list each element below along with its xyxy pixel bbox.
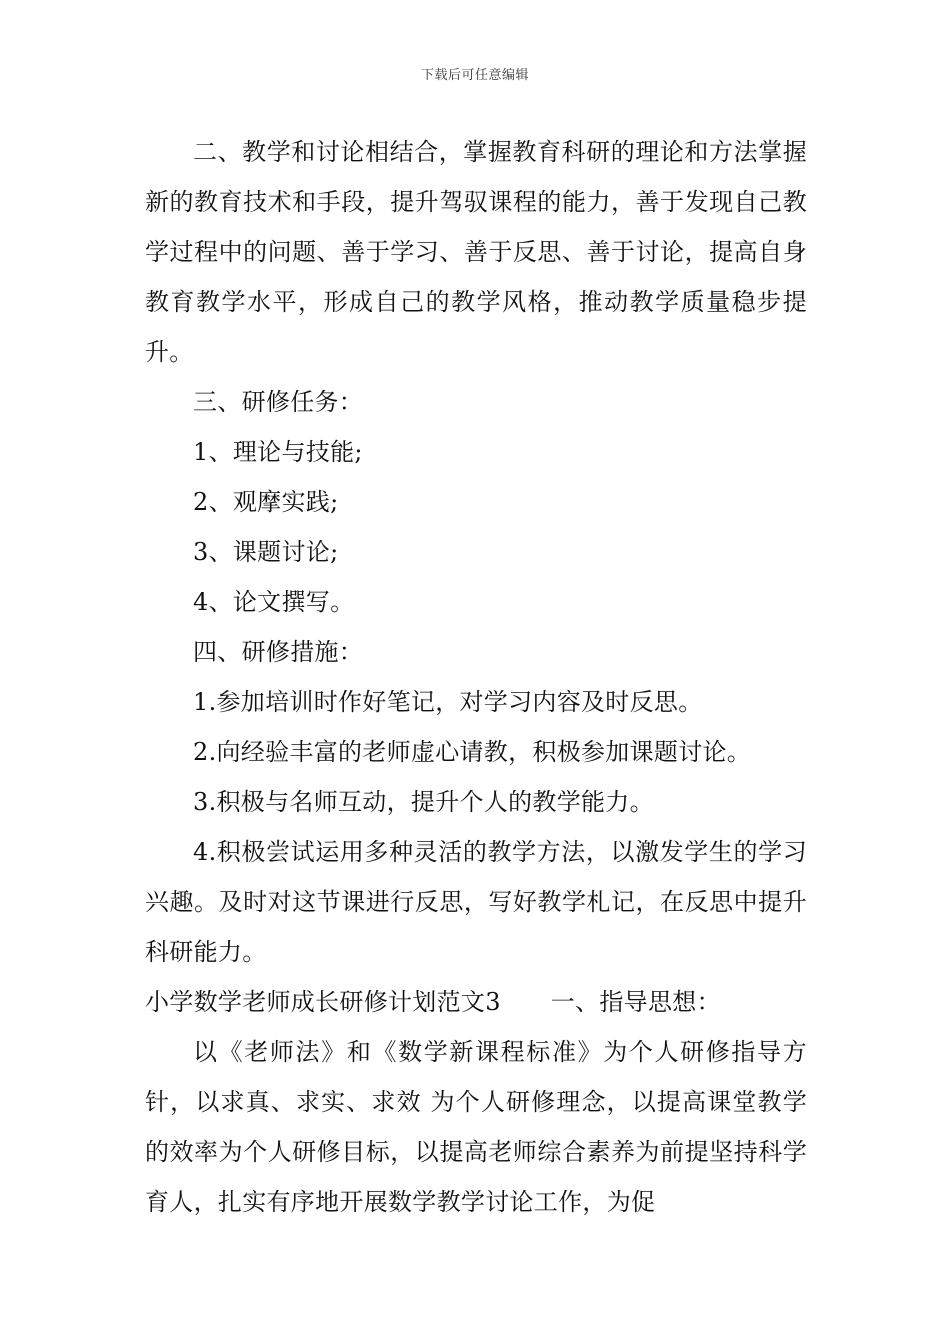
document-body xyxy=(145,127,807,1227)
list-item-task-1: 1、理论与技能; xyxy=(193,438,363,466)
section-heading xyxy=(145,977,807,1027)
list-item-measure-3: 3.积极与名师互动，提升个人的教学能力。 xyxy=(193,788,654,816)
paragraph-teaching-research: 二、教学和讨论相结合，掌握教育科研的理论和方法掌握新的教育技术和手段，提升驾驭课程的能力，善于发现自己教学过程中的问题、善于学习、善于反思、善于讨论，提高自身教育教学水平，形成自己的教学风格，推动教学质量稳步提升。 xyxy=(145,138,807,366)
paragraph-guiding-thought: 以《老师法》和《数学新课程标准》为个人研修指导方针，以求真、求实、求效 为个人研修理念，以提高课堂教学的效率为个人研修目标，以提高老师综合素养为前提坚持科学育人，扎实有序地开展数学教学讨论工作，为促 xyxy=(145,1038,807,1216)
heading-research-tasks: 三、研修任务： xyxy=(193,388,364,416)
section-title: 小学数学老师成长研修计划范文3 xyxy=(145,988,501,1016)
list-item-task-3: 3、课题讨论; xyxy=(193,538,339,566)
list-item-measure-2: 2.向经验丰富的老师虚心请教，积极参加课题讨论。 xyxy=(193,738,752,766)
page-header: 下载后可任意编辑 xyxy=(420,68,529,83)
heading-research-measures: 四、研修措施： xyxy=(193,638,364,666)
list-item-measure-4: 4.积极尝试运用多种灵活的教学方法，以激发学生的学习兴趣。及时对这节课进行反思，写好教学札记，在反思中提升科研能力。 xyxy=(145,838,807,966)
list-item-measure-1: 1.参加培训时作好笔记，对学习内容及时反思。 xyxy=(193,688,703,716)
section-subtitle: 一、指导思想： xyxy=(550,988,721,1016)
list-item-task-4: 4、论文撰写。 xyxy=(193,588,355,616)
list-item-task-2: 2、观摩实践; xyxy=(193,488,339,516)
